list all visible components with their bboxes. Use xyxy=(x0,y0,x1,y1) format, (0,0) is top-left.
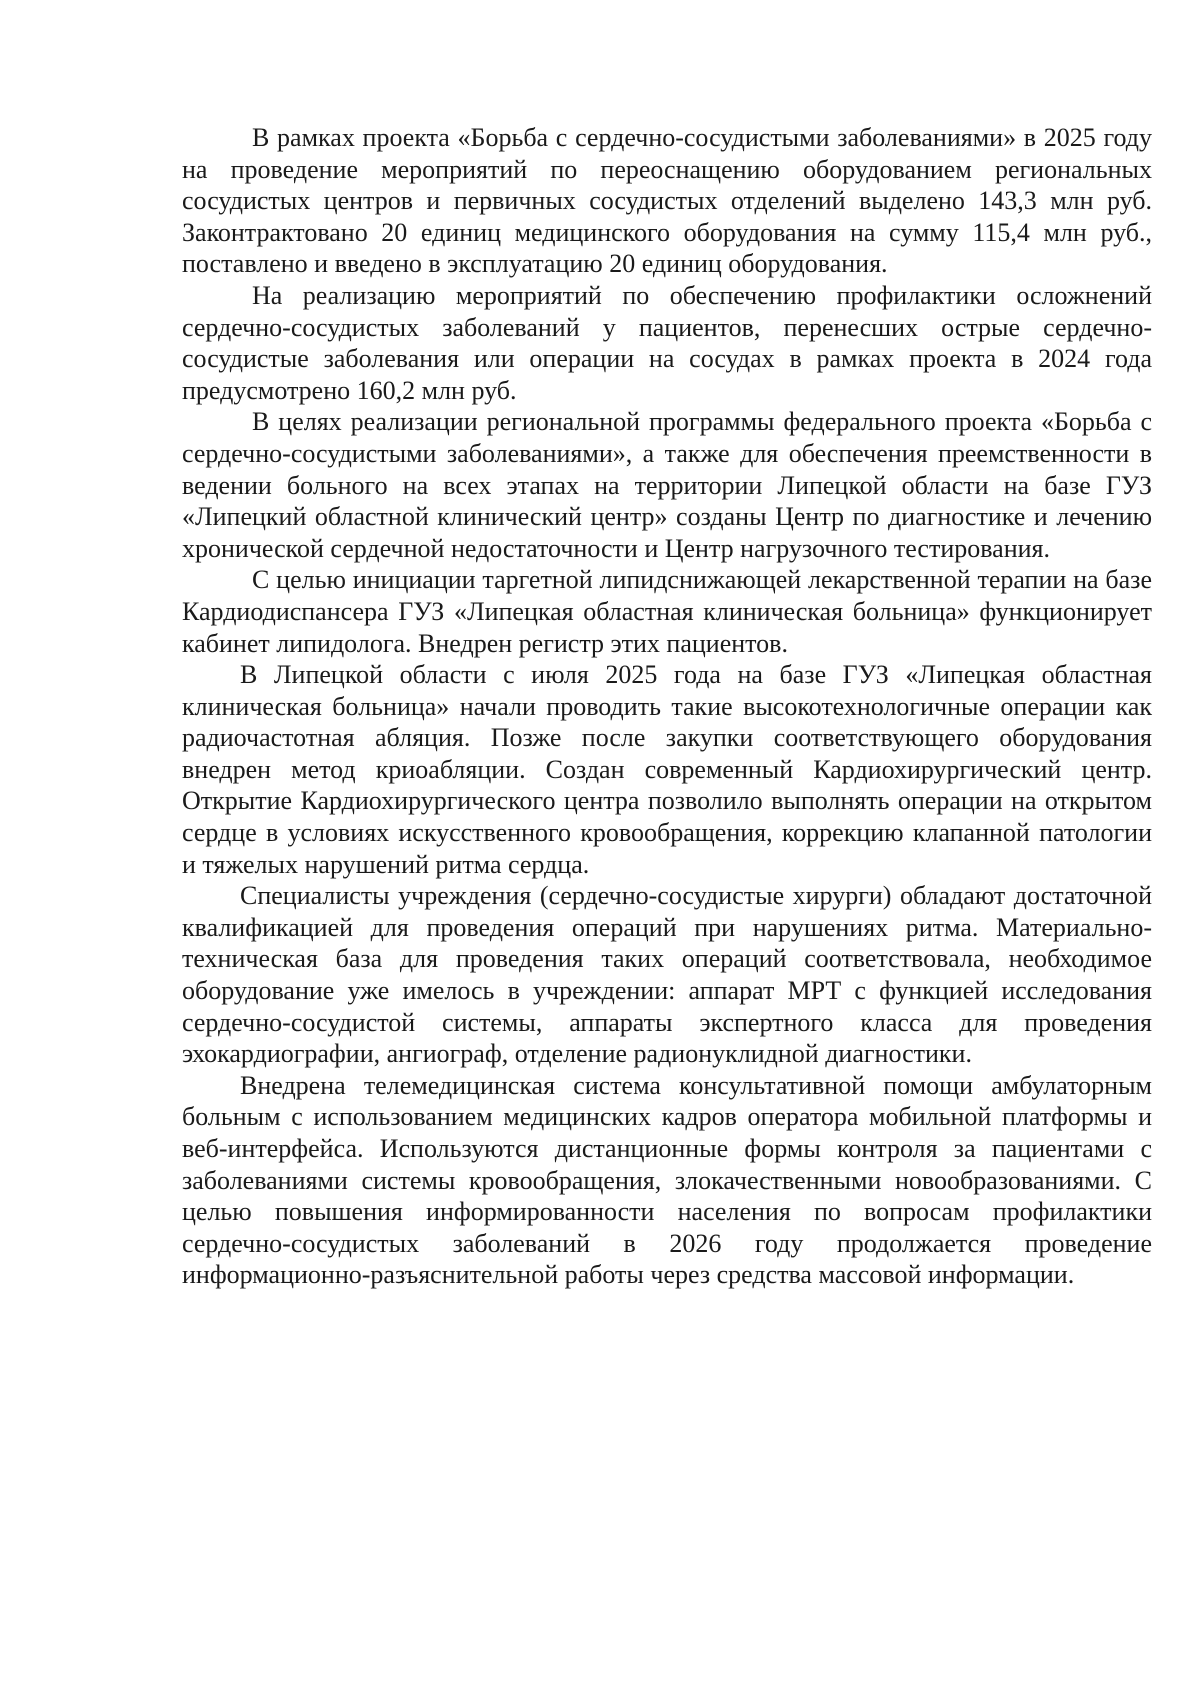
paragraph-cardiovascular-equipment: В рамках проекта «Борьба с сердечно-сосудистыми заболеваниями» в 2025 году на проведение мероприятий по переоснащению оборудованием региональных сосудистых центров и первичных сосудистых отделений выделено 143,3 млн руб. Законтрактовано 20 единиц медицинского оборудования на сумму 115,4 млн руб., поставлено и введено в эксплуатацию 20 единиц оборудования. xyxy=(182,123,1152,279)
paragraph-regional-program-centers: В целях реализации региональной программы федерального проекта «Борьба с сердечно-сосудистыми заболеваниями», а также для обеспечения преемственности в ведении больного на всех этапах на территории Липецкой области на базе ГУЗ «Липецкий областной клинический центр» созданы Центр по диагностике и лечению хронической сердечной недостаточности и Центр нагрузочного тестирования. xyxy=(182,407,1152,563)
document-body xyxy=(182,122,1152,1291)
paragraph-complications-prevention: На реализацию мероприятий по обеспечению профилактики осложнений сердечно-сосудистых заболеваний у пациентов, перенесших острые сердечно-сосудистые заболевания или операции на сосудах в рамках проекта в 2024 года предусмотрено 160,2 млн руб. xyxy=(182,280,1152,405)
paragraph-specialists-equipment: Специалисты учреждения (сердечно-сосудистые хирурги) обладают достаточной квалификацией для проведения операций при нарушениях ритма. Материально-техническая база для проведения таких операций соответствовала, необходимое оборудование уже имелось в учреждении: аппарат МРТ с функцией исследования сердечно-сосудистой системы, аппараты экспертного класса для проведения эхокардиографии, ангиограф, отделение радионуклидной диагностики. xyxy=(182,881,1152,1069)
paragraph-high-tech-operations: В Липецкой области с июля 2025 года на базе ГУЗ «Липецкая областная клиническая больница» начали проводить такие высокотехнологичные операции как радиочастотная абляция. Позже после закупки соответствующего оборудования внедрен метод криоабляции. Создан современный Кардиохирургический центр. Открытие Кардиохирургического центра позволило выполнять операции на открытом сердце в условиях искусственного кровообращения, коррекцию клапанной патологии и тяжелых нарушений ритма сердца. xyxy=(182,660,1152,879)
paragraph-lipidologist-office: С целью инициации таргетной липидснижающей лекарственной терапии на базе Кардиодиспансера ГУЗ «Липецкая областная клиническая больница» функционирует кабинет липидолога. Внедрен регистр этих пациентов. xyxy=(182,565,1152,658)
paragraph-telemedicine: Внедрена телемедицинская система консультативной помощи амбулаторным больным с использованием медицинских кадров оператора мобильной платформы и веб-интерфейса. Используются дистанционные формы контроля за пациентами с заболеваниями системы кровообращения, злокачественными новообразованиями. С целью повышения информированности населения по вопросам профилактики сердечно-сосудистых заболеваний в 2026 году продолжается проведение информационно-разъяснительной работы через средства массовой информации. xyxy=(182,1070,1152,1290)
